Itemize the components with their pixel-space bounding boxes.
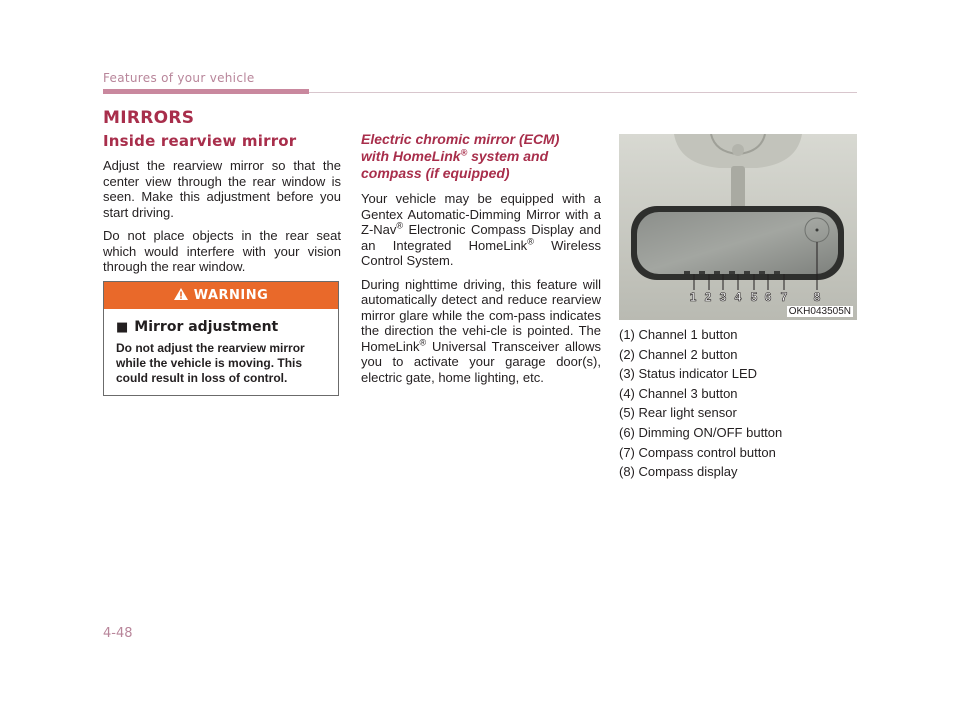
list-item: (2) Channel 2 button xyxy=(619,346,738,362)
warning-header xyxy=(104,282,338,309)
paragraph: Do not place objects in the rear seat which would interfere with your vision through the rear window. xyxy=(103,228,341,274)
header-rule xyxy=(309,92,857,93)
warning-label: WARNING xyxy=(193,288,269,303)
warning-triangle-icon xyxy=(174,288,188,304)
list-item: (7) Compass control button xyxy=(619,444,776,460)
mirror-photo xyxy=(619,134,857,320)
ecm-heading-line: compass (if equipped) xyxy=(361,165,510,181)
ecm-heading-line: system and xyxy=(467,148,549,164)
warning-box xyxy=(103,281,339,396)
callout-label: 4 xyxy=(734,290,742,304)
legend-list xyxy=(619,325,859,482)
callout-label: 5 xyxy=(750,290,758,304)
mirror-figure xyxy=(619,134,857,320)
registered-mark: ® xyxy=(527,236,534,247)
list-item: (6) Dimming ON/OFF button xyxy=(619,424,783,440)
running-header: Features of your vehicle xyxy=(103,71,255,85)
list-item: (5) Rear light sensor xyxy=(619,405,737,421)
registered-mark: ® xyxy=(396,220,404,231)
ecm-heading xyxy=(361,131,601,182)
figure-code: OKH043505N xyxy=(788,306,851,317)
callout-label: 6 xyxy=(764,290,772,304)
ecm-heading-line: Electric chromic mirror (ECM) xyxy=(361,131,560,147)
paragraph-text: Wireless Control System. xyxy=(361,237,601,268)
page-number: 4-48 xyxy=(103,626,133,641)
section-title: MIRRORS xyxy=(103,108,195,128)
paragraph xyxy=(361,191,601,269)
paragraph-text: Your vehicle may be equipped with a Gentex Automatic-Dimming Mirror with a Z-Nav xyxy=(361,191,601,237)
callout-label: 1 xyxy=(689,290,697,304)
callout-label: 3 xyxy=(719,290,727,304)
registered-mark: ® xyxy=(460,147,468,158)
list-item: (8) Compass display xyxy=(619,464,738,480)
paragraph-text: Universal Transceiver allows you to activate your garage door(s), electric gate, home lighting, etc. xyxy=(361,338,601,385)
left-column xyxy=(103,132,341,283)
square-bullet-icon: ■ xyxy=(116,320,129,335)
registered-mark: ® xyxy=(419,337,427,348)
inside-mirror-heading: Inside rearview mirror xyxy=(103,132,297,150)
list-item: (4) Channel 3 button xyxy=(619,385,738,401)
paragraph-text: During nighttime driving, this feature will automatically detect and reduce rearview mirror glare while the com-pass indicates the direction the vehi-cle is pointed. The HomeLink xyxy=(361,276,601,354)
callout-label: 2 xyxy=(704,290,712,304)
callout-label: 7 xyxy=(780,290,788,304)
list-item: (1) Channel 1 button xyxy=(619,327,738,342)
warning-body: Do not adjust the rearview mirror while the vehicle is moving. This could result in loss of control. xyxy=(116,341,305,385)
list-item: (3) Status indicator LED xyxy=(619,366,758,382)
callout-label: 8 xyxy=(813,290,821,304)
warning-subtitle-text: Mirror adjustment xyxy=(134,319,279,335)
warning-subtitle xyxy=(116,319,338,335)
middle-column xyxy=(361,131,601,393)
paragraph xyxy=(361,277,601,386)
paragraph-text: Electronic Compass Display and an Integrated HomeLink xyxy=(361,222,601,253)
ecm-heading-line: with HomeLink xyxy=(361,148,461,164)
header-rule-accent xyxy=(103,89,309,94)
paragraph: Adjust the rearview mirror so that the center view through the rear window is seen. Make this adjustment before you start driving. xyxy=(103,158,341,220)
